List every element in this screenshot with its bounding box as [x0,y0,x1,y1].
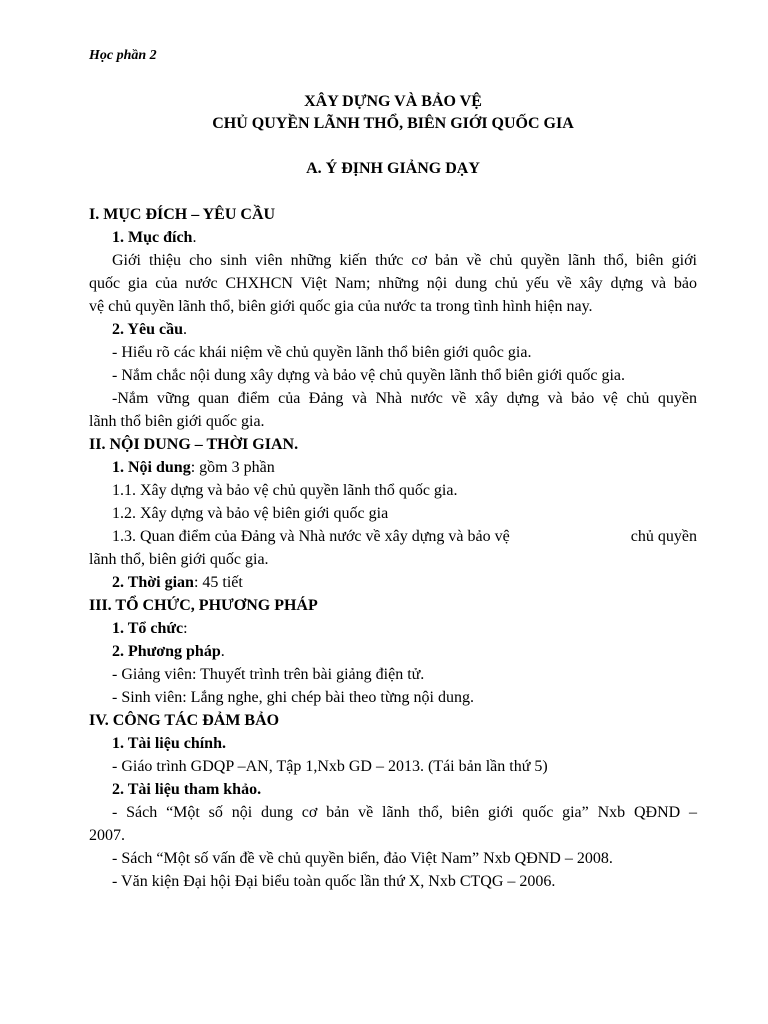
document-title [89,91,697,135]
content-item: 1.1. Xây dựng và bảo vệ chủ quyền lãnh thổ quốc gia. [112,482,458,499]
content-item-row [89,525,697,548]
paragraph-line: vệ chủ quyền lãnh thổ, biên giới quốc gia của nước ta trong tình hình hiện nay. [89,298,593,315]
label-noi-dung: 1. Nội dung [112,459,191,476]
label-muc-dich: 1. Mục đích [112,229,193,246]
content-item-tail: chủ quyền [630,528,697,545]
label-thoi-gian-row [89,571,697,594]
label-tai-lieu-tham-khao: 2. Tài liệu tham khảo. [112,781,262,798]
label-phuong-phap: 2. Phương pháp [112,643,221,660]
label-thoi-gian: 2. Thời gian [112,574,194,591]
paragraph-line: Giới thiệu cho sinh viên những kiến thức cơ bản về chủ quyền lãnh thổ, biên giới [112,252,697,269]
content-item: 1.3. Quan điểm của Đảng và Nhà nước về xây dựng và bảo vệ [112,528,510,545]
heading-to-chuc: III. TỔ CHỨC, PHƯƠNG PHÁP [89,597,318,614]
bullet-item: - Hiểu rõ các khái niệm về chủ quyền lãnh thổ biên giới quôc gia. [112,344,532,361]
label-tai-lieu-chinh: 1. Tài liệu chính. [112,735,226,752]
bullet-item-continued: 2007. [89,827,125,844]
title-line-2: CHỦ QUYỀN LÃNH THỔ, BIÊN GIỚI QUỐC GIA [212,115,574,132]
heading-muc-dich: I. MỤC ĐÍCH – YÊU CẦU [89,206,276,223]
heading-noi-dung: II. NỘI DUNG – THỜI GIAN. [89,436,299,453]
bullet-item: - Văn kiện Đại hội Đại biểu toàn quốc lần thứ X, Nxb CTQG – 2006. [112,873,556,890]
content-item: 1.2. Xây dựng và bảo vệ biên giới quốc gia [112,505,389,522]
section-a-title: A. Ý ĐỊNH GIẢNG DẠY [306,160,480,177]
bullet-item: - Sinh viên: Lắng nghe, ghi chép bài theo từng nội dung. [112,689,474,706]
content-item-continued: lãnh thổ, biên giới quốc gia. [89,551,269,568]
label-yeu-cau-row: 2. Yêu cầu. [112,321,187,338]
paragraph-line: quốc gia của nước CHXHCN Việt Nam; những nội dung chủ yếu về xây dựng và bảo [89,275,697,292]
label-tai-lieu-tham-khao-row [89,778,697,801]
module-header: Học phần 2 [89,48,157,63]
bullet-item-continued: lãnh thổ biên giới quốc gia. [89,413,265,430]
document-body [89,203,697,893]
title-line-1: XÂY DỰNG VÀ BẢO VỆ [304,93,482,110]
bullet-item: - Sách “Một số vấn đề về chủ quyền biển, đảo Việt Nam” Nxb QĐND – 2008. [112,850,613,867]
label-muc-dich-row: 1. Mục đích. [112,229,197,246]
noi-dung-value: : gồm 3 phần [190,459,275,476]
bullet-item: - Sách “Một số nội dung cơ bản về lãnh thổ, biên giới quốc gia” Nxb QĐND – [112,804,697,821]
bullet-item: - Nắm chắc nội dung xây dựng và bảo vệ chủ quyền lãnh thổ biên giới quốc gia. [112,367,625,384]
label-yeu-cau: 2. Yêu cầu [112,321,183,338]
heading-cong-tac: IV. CÔNG TÁC ĐẢM BẢO [89,712,280,729]
label-tai-lieu-chinh-row [89,732,697,755]
to-chuc-value: : [183,620,188,637]
bullet-item: - Giáo trình GDQP –AN, Tập 1,Nxb GD – 2013. (Tái bản lần thứ 5) [112,758,548,775]
thoi-gian-value: : 45 tiết [193,574,243,591]
label-to-chuc-row [89,617,697,640]
label-noi-dung-row [89,456,697,479]
bullet-item: - Giảng viên: Thuyết trình trên bài giảng điện tử. [112,666,425,683]
bullet-item: -Nắm vững quan điểm của Đảng và Nhà nước về xây dựng và bảo vệ chủ quyền [112,390,697,407]
label-phuong-phap-row: 2. Phương pháp. [112,643,225,660]
label-to-chuc: 1. Tổ chức [112,620,184,637]
